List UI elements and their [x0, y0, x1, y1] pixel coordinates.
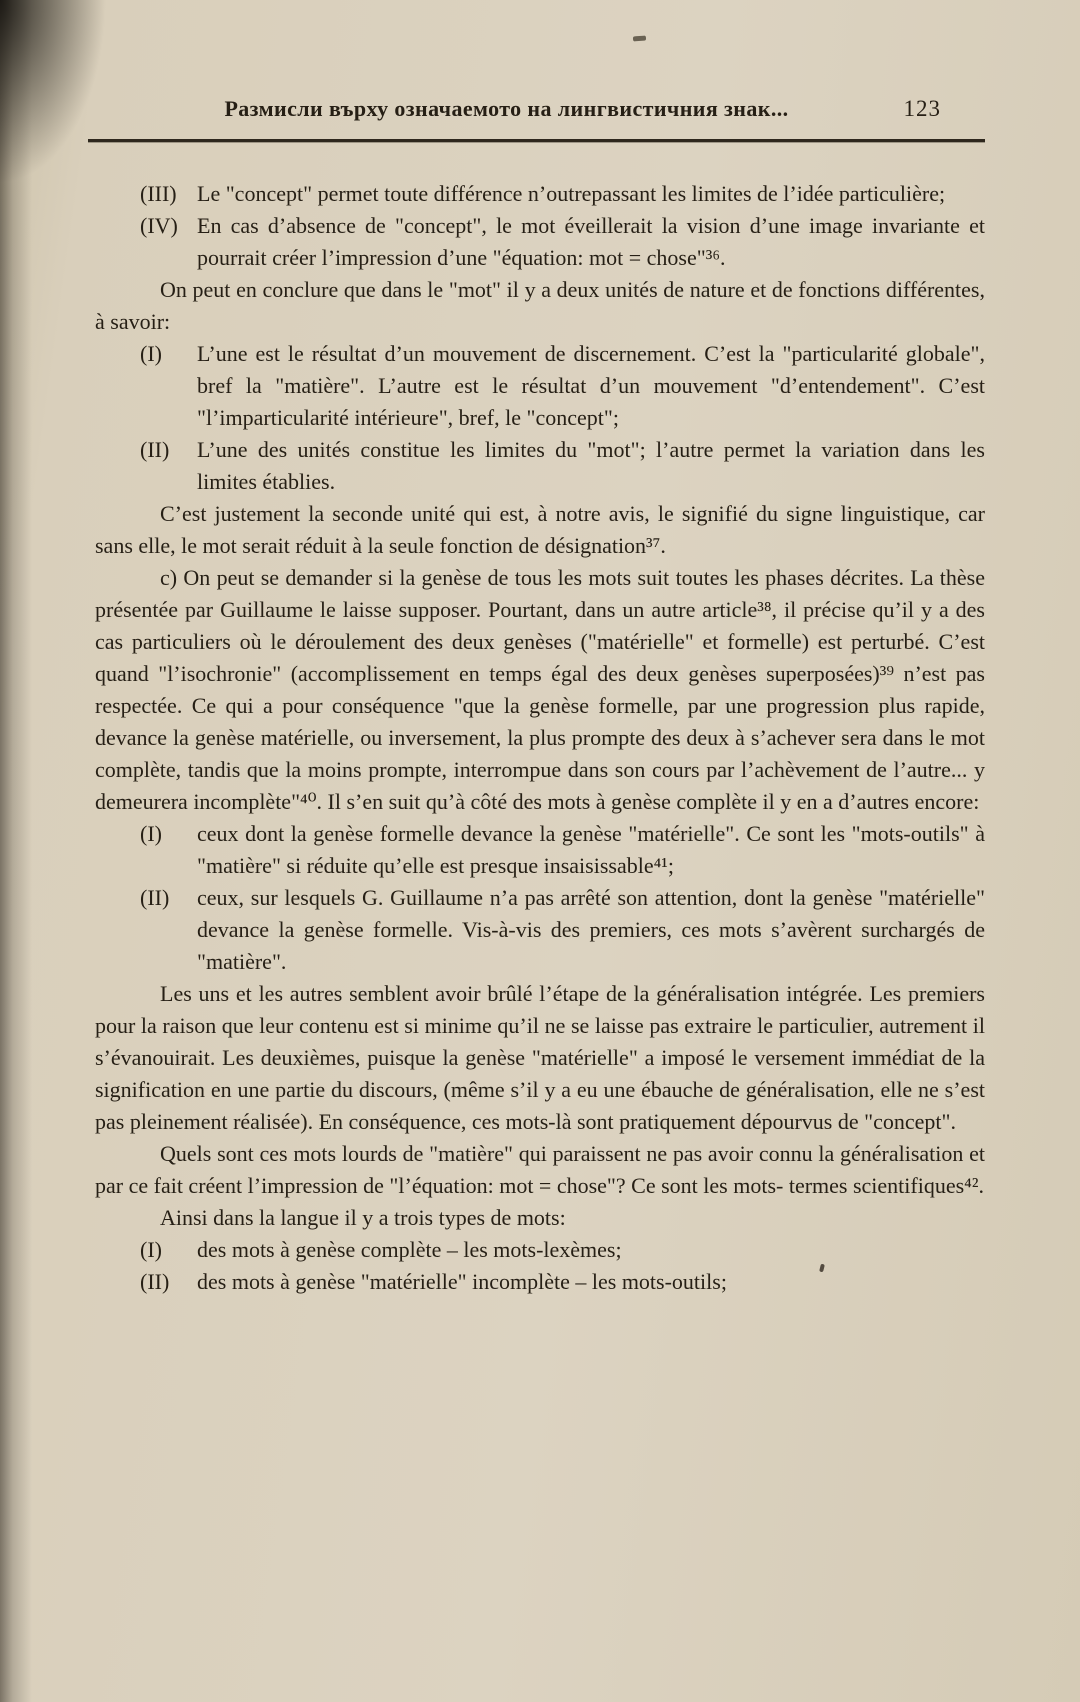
- paragraph: Quels sont ces mots lourds de "matière" qui paraissent ne pas avoir connu la généralisation et par ce fait créent l’impression de "l’équation: mot = chose"? Ce sont les mots- termes scientifiques⁴².: [95, 1141, 985, 1198]
- list-item: [95, 434, 985, 498]
- page-body-text: [95, 178, 985, 1298]
- list-marker: (I): [140, 1237, 162, 1262]
- running-header: [88, 96, 985, 132]
- list-marker: (II): [140, 437, 170, 462]
- list-item: [95, 338, 985, 434]
- list-text: L’une est le résultat d’un mouvement de discernement. C’est la "particularité globale", bref la "matière". L’autre est le résultat d’un mouvement "d’entendement". C’est "l’imparticularité intérieure", bref, le "concept";: [197, 341, 985, 430]
- book-binding-shadow: [0, 0, 32, 1702]
- list-marker: (III): [140, 181, 177, 206]
- list-marker: (I): [140, 341, 162, 366]
- list-text: En cas d’absence de "concept", le mot éveillerait la vision d’une image invariante et pourrait créer l’impression d’une "équation: mot = chose"³⁶.: [197, 213, 985, 270]
- list-text: L’une des unités constitue les limites du "mot"; l’autre permet la variation dans les limites établies.: [197, 437, 985, 494]
- list-marker: (II): [140, 1269, 170, 1294]
- page-corner-shadow: [0, 0, 110, 190]
- list-text: Le "concept" permet toute différence n’outrepassant les limites de l’idée particulière;: [197, 181, 946, 206]
- list-text: ceux dont la genèse formelle devance la genèse "matérielle". Ce sont les "mots-outils" à "matière" si réduite qu’elle est presque insaisissable⁴¹;: [197, 821, 985, 878]
- scan-artifact: [633, 36, 646, 42]
- list-item: [95, 1266, 985, 1298]
- list-text: des mots à genèse complète – les mots-lexèmes;: [197, 1237, 622, 1262]
- list-text: ceux, sur lesquels G. Guillaume n’a pas arrêté son attention, dont la genèse "matérielle" devance la genèse formelle. Vis-à-vis des premiers, ces mots s’avèrent surchargés de "matière".: [197, 885, 985, 974]
- paragraph: Ainsi dans la langue il y a trois types de mots:: [160, 1205, 566, 1230]
- list-item: [95, 882, 985, 978]
- page-number: 123: [903, 96, 941, 121]
- paragraph: c) On peut se demander si la genèse de tous les mots suit toutes les phases décrites. La thèse présentée par Guillaume le laisse supposer. Pourtant, dans un autre article³⁸, il précise qu’il y a des cas particuliers où le déroulement des deux genèses ("matérielle" et formelle) est perturbé. C’est quand "l’isochronie" (accomplissement en temps égal des deux genèses superposées)³⁹ n’est pas respectée. Ce qui a pour conséquence "que la genèse formelle, par une progression plus rapide, devance la genèse matérielle, ou inversement, la plus prompte des deux à s’achever sera dans le mot complète, tandis que la moins prompte, interrompue dans son cours par l’achèvement de l’autre... y demeurera incomplète"⁴⁰. Il s’en suit qu’à côté des mots à genèse complète il y en a d’autres encore:: [95, 565, 985, 814]
- header-rule: [88, 139, 985, 142]
- list-item: [95, 1234, 985, 1266]
- list-item: [95, 818, 985, 882]
- list-marker: (IV): [140, 213, 178, 238]
- list-text: des mots à genèse "matérielle" incomplète – les mots-outils;: [197, 1269, 727, 1294]
- running-header-title: Размисли върху означаемото на лингвистичния знак...: [224, 96, 789, 121]
- paragraph: On peut en conclure que dans le "mot" il y a deux unités de nature et de fonctions différentes, à savoir:: [95, 277, 985, 334]
- list-item: [95, 178, 985, 210]
- paragraph: C’est justement la seconde unité qui est, à notre avis, le signifié du signe linguistique, car sans elle, le mot serait réduit à la seule fonction de désignation³⁷.: [95, 501, 985, 558]
- list-item: [95, 210, 985, 274]
- list-marker: (II): [140, 885, 170, 910]
- paragraph: Les uns et les autres semblent avoir brûlé l’étape de la généralisation intégrée. Les premiers pour la raison que leur contenu est si minime qu’il ne se laisse pas extraire le particulier, autrement il s’évanouirait. Les deuxièmes, puisque la genèse "matérielle" a imposé le versement immédiat de la signification en une partie du discours, (même s’il y a eu une ébauche de généralisation, elle ne s’est pas pleinement réalisée). En conséquence, ces mots-là sont pratiquement dépourvus de "concept".: [95, 981, 985, 1134]
- list-marker: (I): [140, 821, 162, 846]
